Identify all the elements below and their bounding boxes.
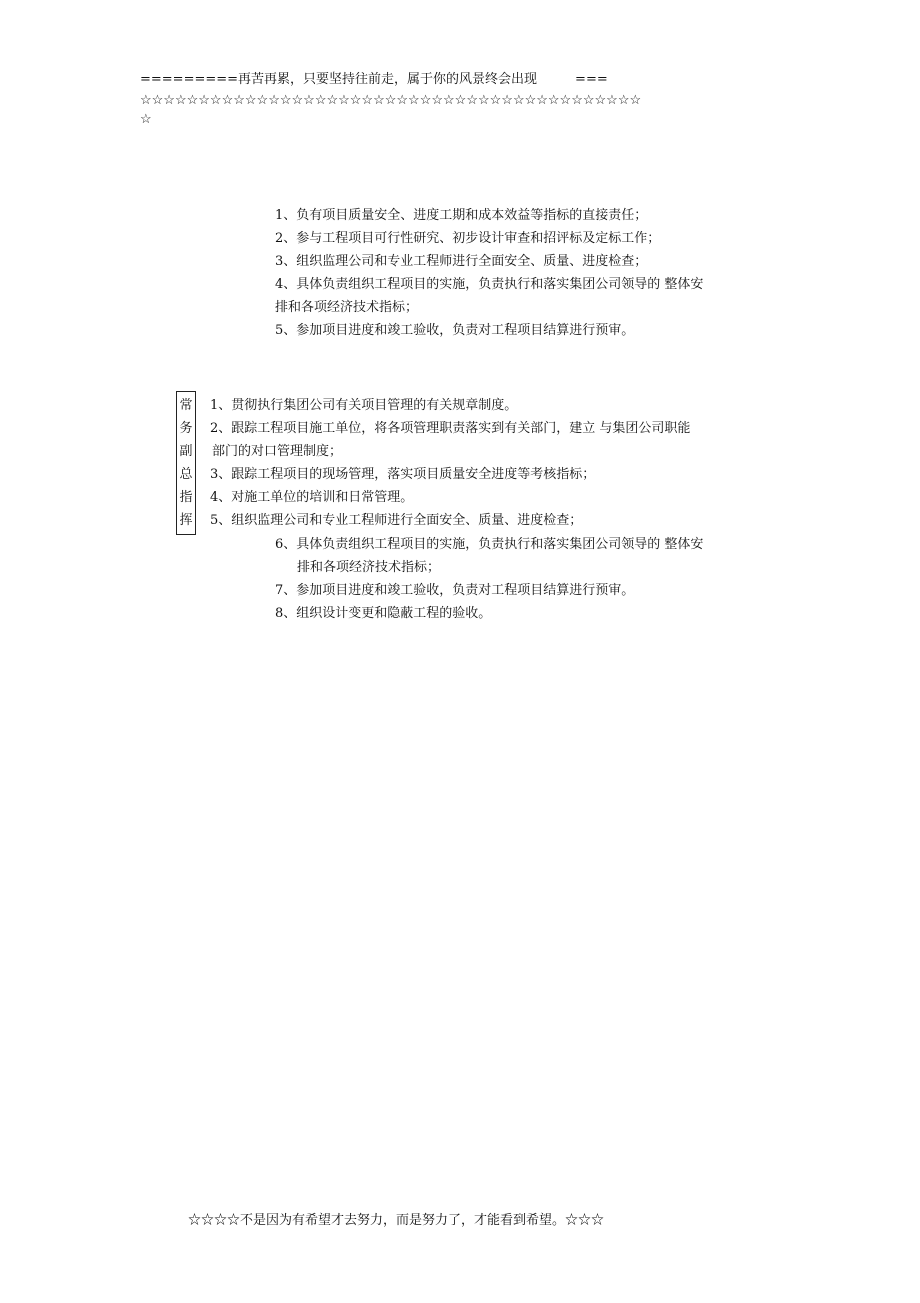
list-item: 1、贯彻执行集团公司有关项目管理的有关规章制度。 [210,398,518,413]
role-label-box [176,391,196,535]
footer-motto: ☆☆☆☆不是因为有希望才去努力，而是努力了，才能看到希望。☆☆☆ [188,1213,605,1228]
list-item-continuation: 部门的对口管理制度； [212,444,343,459]
list-item-continuation: 排和各项经济技术指标； [297,560,441,575]
list-item: 8、组织设计变更和隐蔽工程的验收。 [275,606,492,621]
list-item: 4、对施工单位的培训和日常管理。 [210,490,414,505]
header-motto-text: =========再苦再累，只要坚持往前走，属于你的风景终会出现 [140,72,538,87]
list-item: 2、跟踪工程项目施工单位，将各项管理职责落实到有关部门，建立 与集团公司职能 [210,421,691,436]
list-item: 6、具体负责组织工程项目的实施，负责执行和落实集团公司领导的 整体安 [275,537,704,552]
list-item: 3、跟踪工程项目的现场管理，落实项目质量安全进度等考核指标； [210,467,596,482]
duty-list-3 [275,533,703,625]
header-stars-row-2: ☆ [140,112,152,127]
role-char: 挥 [179,512,193,528]
list-item: 1、负有项目质量安全、进度工期和成本效益等指标的直接责任； [275,208,648,223]
role-char: 务 [179,420,193,436]
header-motto-suffix: === [575,72,608,87]
header-motto [140,70,700,90]
list-item: 5、组织监理公司和专业工程师进行全面安全、质量、进度检查； [210,513,583,528]
duty-list-2 [210,394,690,532]
list-item: 5、参加项目进度和竣工验收，负责对工程项目结算进行预审。 [275,323,635,338]
header-stars-row: ☆☆☆☆☆☆☆☆☆☆☆☆☆☆☆☆☆☆☆☆☆☆☆☆☆☆☆☆☆☆☆☆☆☆☆☆☆☆☆☆☆☆☆ [140,93,642,108]
role-char: 副 [179,443,193,459]
list-item: 2、参与工程项目可行性研究、初步设计审查和招评标及定标工作； [275,231,661,246]
role-char: 总 [179,466,193,482]
role-char: 常 [179,397,193,413]
duty-list-1 [275,204,703,342]
list-item: 7、参加项目进度和竣工验收，负责对工程项目结算进行预审。 [275,583,635,598]
list-item-continuation: 排和各项经济技术指标； [275,300,419,315]
list-item: 3、组织监理公司和专业工程师进行全面安全、质量、进度检查； [275,254,648,269]
role-char: 指 [179,489,193,505]
list-item: 4、具体负责组织工程项目的实施，负责执行和落实集团公司领导的 整体安 [275,277,704,292]
